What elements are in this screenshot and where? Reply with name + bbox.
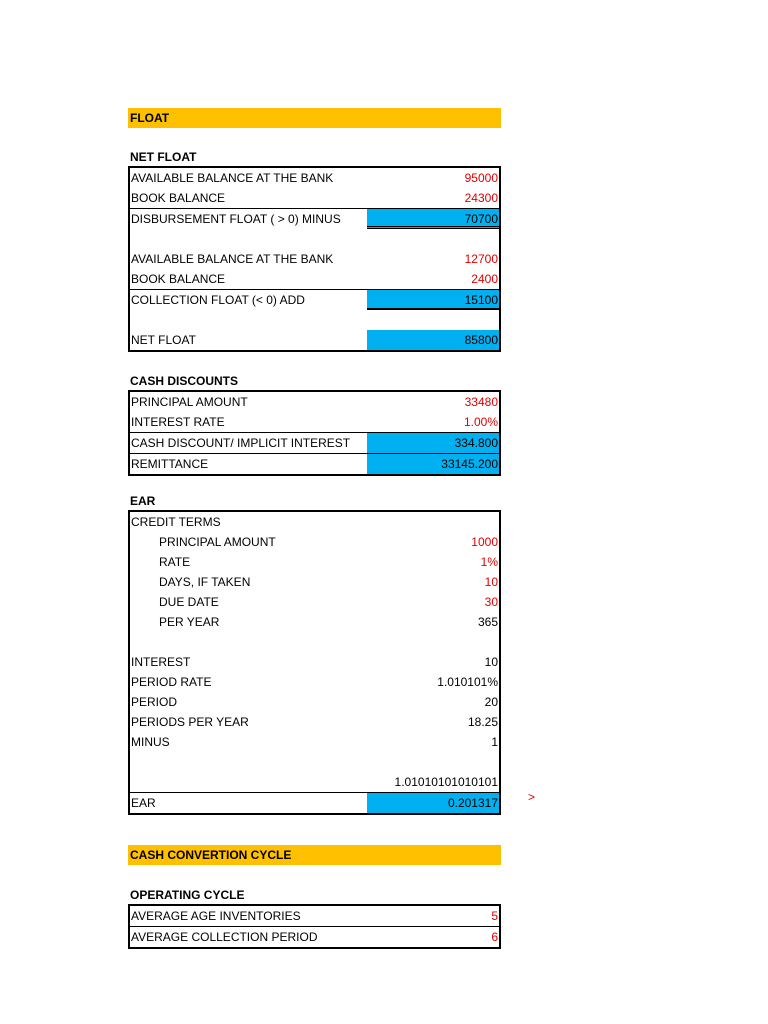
cash-discounts-heading: CASH DISCOUNTS <box>130 374 239 388</box>
row-label: PERIODS PER YEAR <box>131 715 249 729</box>
arrow-marker: > <box>528 790 536 804</box>
table-row <box>130 269 499 290</box>
cash-conversion-title: CASH CONVERTION CYCLE <box>130 848 292 862</box>
row-value[interactable]: 95000 <box>464 171 498 185</box>
row-value[interactable]: 365 <box>477 615 498 629</box>
row-value[interactable]: 1.010101% <box>437 675 498 689</box>
row-label: EAR <box>131 796 156 810</box>
row-value[interactable]: 1 <box>491 735 498 749</box>
ear-table <box>128 510 501 815</box>
collection-float-value[interactable]: 15100 <box>367 290 499 310</box>
row-label: CASH DISCOUNT/ IMPLICIT INTEREST <box>131 436 351 450</box>
operating-cycle-heading: OPERATING CYCLE <box>130 888 245 902</box>
table-row <box>130 454 499 474</box>
table-row <box>130 168 499 188</box>
table-row <box>130 652 499 672</box>
table-row <box>130 188 499 209</box>
table-row <box>130 732 499 752</box>
row-value[interactable]: 12700 <box>464 252 498 266</box>
row-value[interactable]: 33480 <box>464 395 498 409</box>
row-label: AVAILABLE BALANCE AT THE BANK <box>131 171 334 185</box>
row-label: PERIOD <box>131 695 178 709</box>
row-value[interactable]: 6 <box>491 930 498 944</box>
table-row <box>130 552 499 572</box>
row-value[interactable]: 334.800 <box>367 433 499 453</box>
ear-heading: EAR <box>130 494 156 508</box>
row-label: PERIOD RATE <box>131 675 212 689</box>
table-row <box>130 290 499 310</box>
table-row <box>130 612 499 632</box>
table-row <box>130 209 499 229</box>
blank-row <box>130 229 499 249</box>
row-label: INTEREST RATE <box>131 415 225 429</box>
credit-terms-label: CREDIT TERMS <box>131 515 221 529</box>
row-value[interactable]: 1% <box>480 555 498 569</box>
row-value[interactable]: 18.25 <box>467 715 498 729</box>
row-label: AVERAGE COLLECTION PERIOD <box>131 930 318 944</box>
row-label: DAYS, IF TAKEN <box>159 575 251 589</box>
table-row <box>130 412 499 433</box>
blank-row <box>130 752 499 772</box>
row-label: DISBURSEMENT FLOAT ( > 0) MINUS <box>131 212 341 226</box>
row-value[interactable]: 1.00% <box>463 415 498 429</box>
cash-discounts-table <box>128 390 501 476</box>
row-label: COLLECTION FLOAT (< 0) ADD <box>131 293 305 307</box>
table-row <box>130 330 499 350</box>
disbursement-float-value[interactable]: 70700 <box>367 209 499 229</box>
row-value[interactable]: 1000 <box>471 535 498 549</box>
table-row <box>130 793 499 813</box>
row-label: DUE DATE <box>159 595 219 609</box>
table-row <box>130 906 499 927</box>
table-row <box>130 672 499 692</box>
row-label: PER YEAR <box>159 615 220 629</box>
table-row <box>130 712 499 732</box>
net-float-heading: NET FLOAT <box>130 150 197 164</box>
row-label: RATE <box>159 555 191 569</box>
row-label: REMITTANCE <box>131 457 209 471</box>
float-title: FLOAT <box>130 111 170 125</box>
row-label: BOOK BALANCE <box>131 272 226 286</box>
table-row <box>130 592 499 612</box>
net-float-table <box>128 166 501 352</box>
row-value[interactable]: 24300 <box>464 191 498 205</box>
blank-row <box>130 632 499 652</box>
row-value[interactable]: 30 <box>484 595 498 609</box>
table-row <box>130 392 499 412</box>
operating-cycle-table <box>128 904 501 949</box>
row-value[interactable]: 10 <box>484 655 498 669</box>
cash-conversion-banner <box>128 845 501 865</box>
float-banner <box>128 108 501 128</box>
table-row <box>130 927 499 947</box>
table-row <box>130 249 499 269</box>
row-label: PRINCIPAL AMOUNT <box>131 395 248 409</box>
row-value[interactable]: 5 <box>491 909 498 923</box>
row-label: AVERAGE AGE INVENTORIES <box>131 909 301 923</box>
net-float-value[interactable]: 85800 <box>367 330 499 350</box>
table-row <box>130 433 499 454</box>
row-value[interactable]: 2400 <box>471 272 498 286</box>
factor-value[interactable]: 1.01010101010101 <box>394 775 498 789</box>
row-label: PRINCIPAL AMOUNT <box>159 535 276 549</box>
row-label: BOOK BALANCE <box>131 191 226 205</box>
row-label: AVAILABLE BALANCE AT THE BANK <box>131 252 334 266</box>
table-row <box>130 572 499 592</box>
row-value[interactable]: 10 <box>484 575 498 589</box>
blank-row <box>130 310 499 330</box>
ear-result-value[interactable]: 0.201317 <box>367 793 499 813</box>
table-row <box>130 532 499 552</box>
row-value[interactable]: 33145.200 <box>367 454 499 474</box>
row-label: NET FLOAT <box>131 333 196 347</box>
row-label: INTEREST <box>131 655 191 669</box>
table-row <box>130 772 499 793</box>
table-row <box>130 512 499 532</box>
row-label: MINUS <box>131 735 170 749</box>
table-row <box>130 692 499 712</box>
row-value[interactable]: 20 <box>484 695 498 709</box>
